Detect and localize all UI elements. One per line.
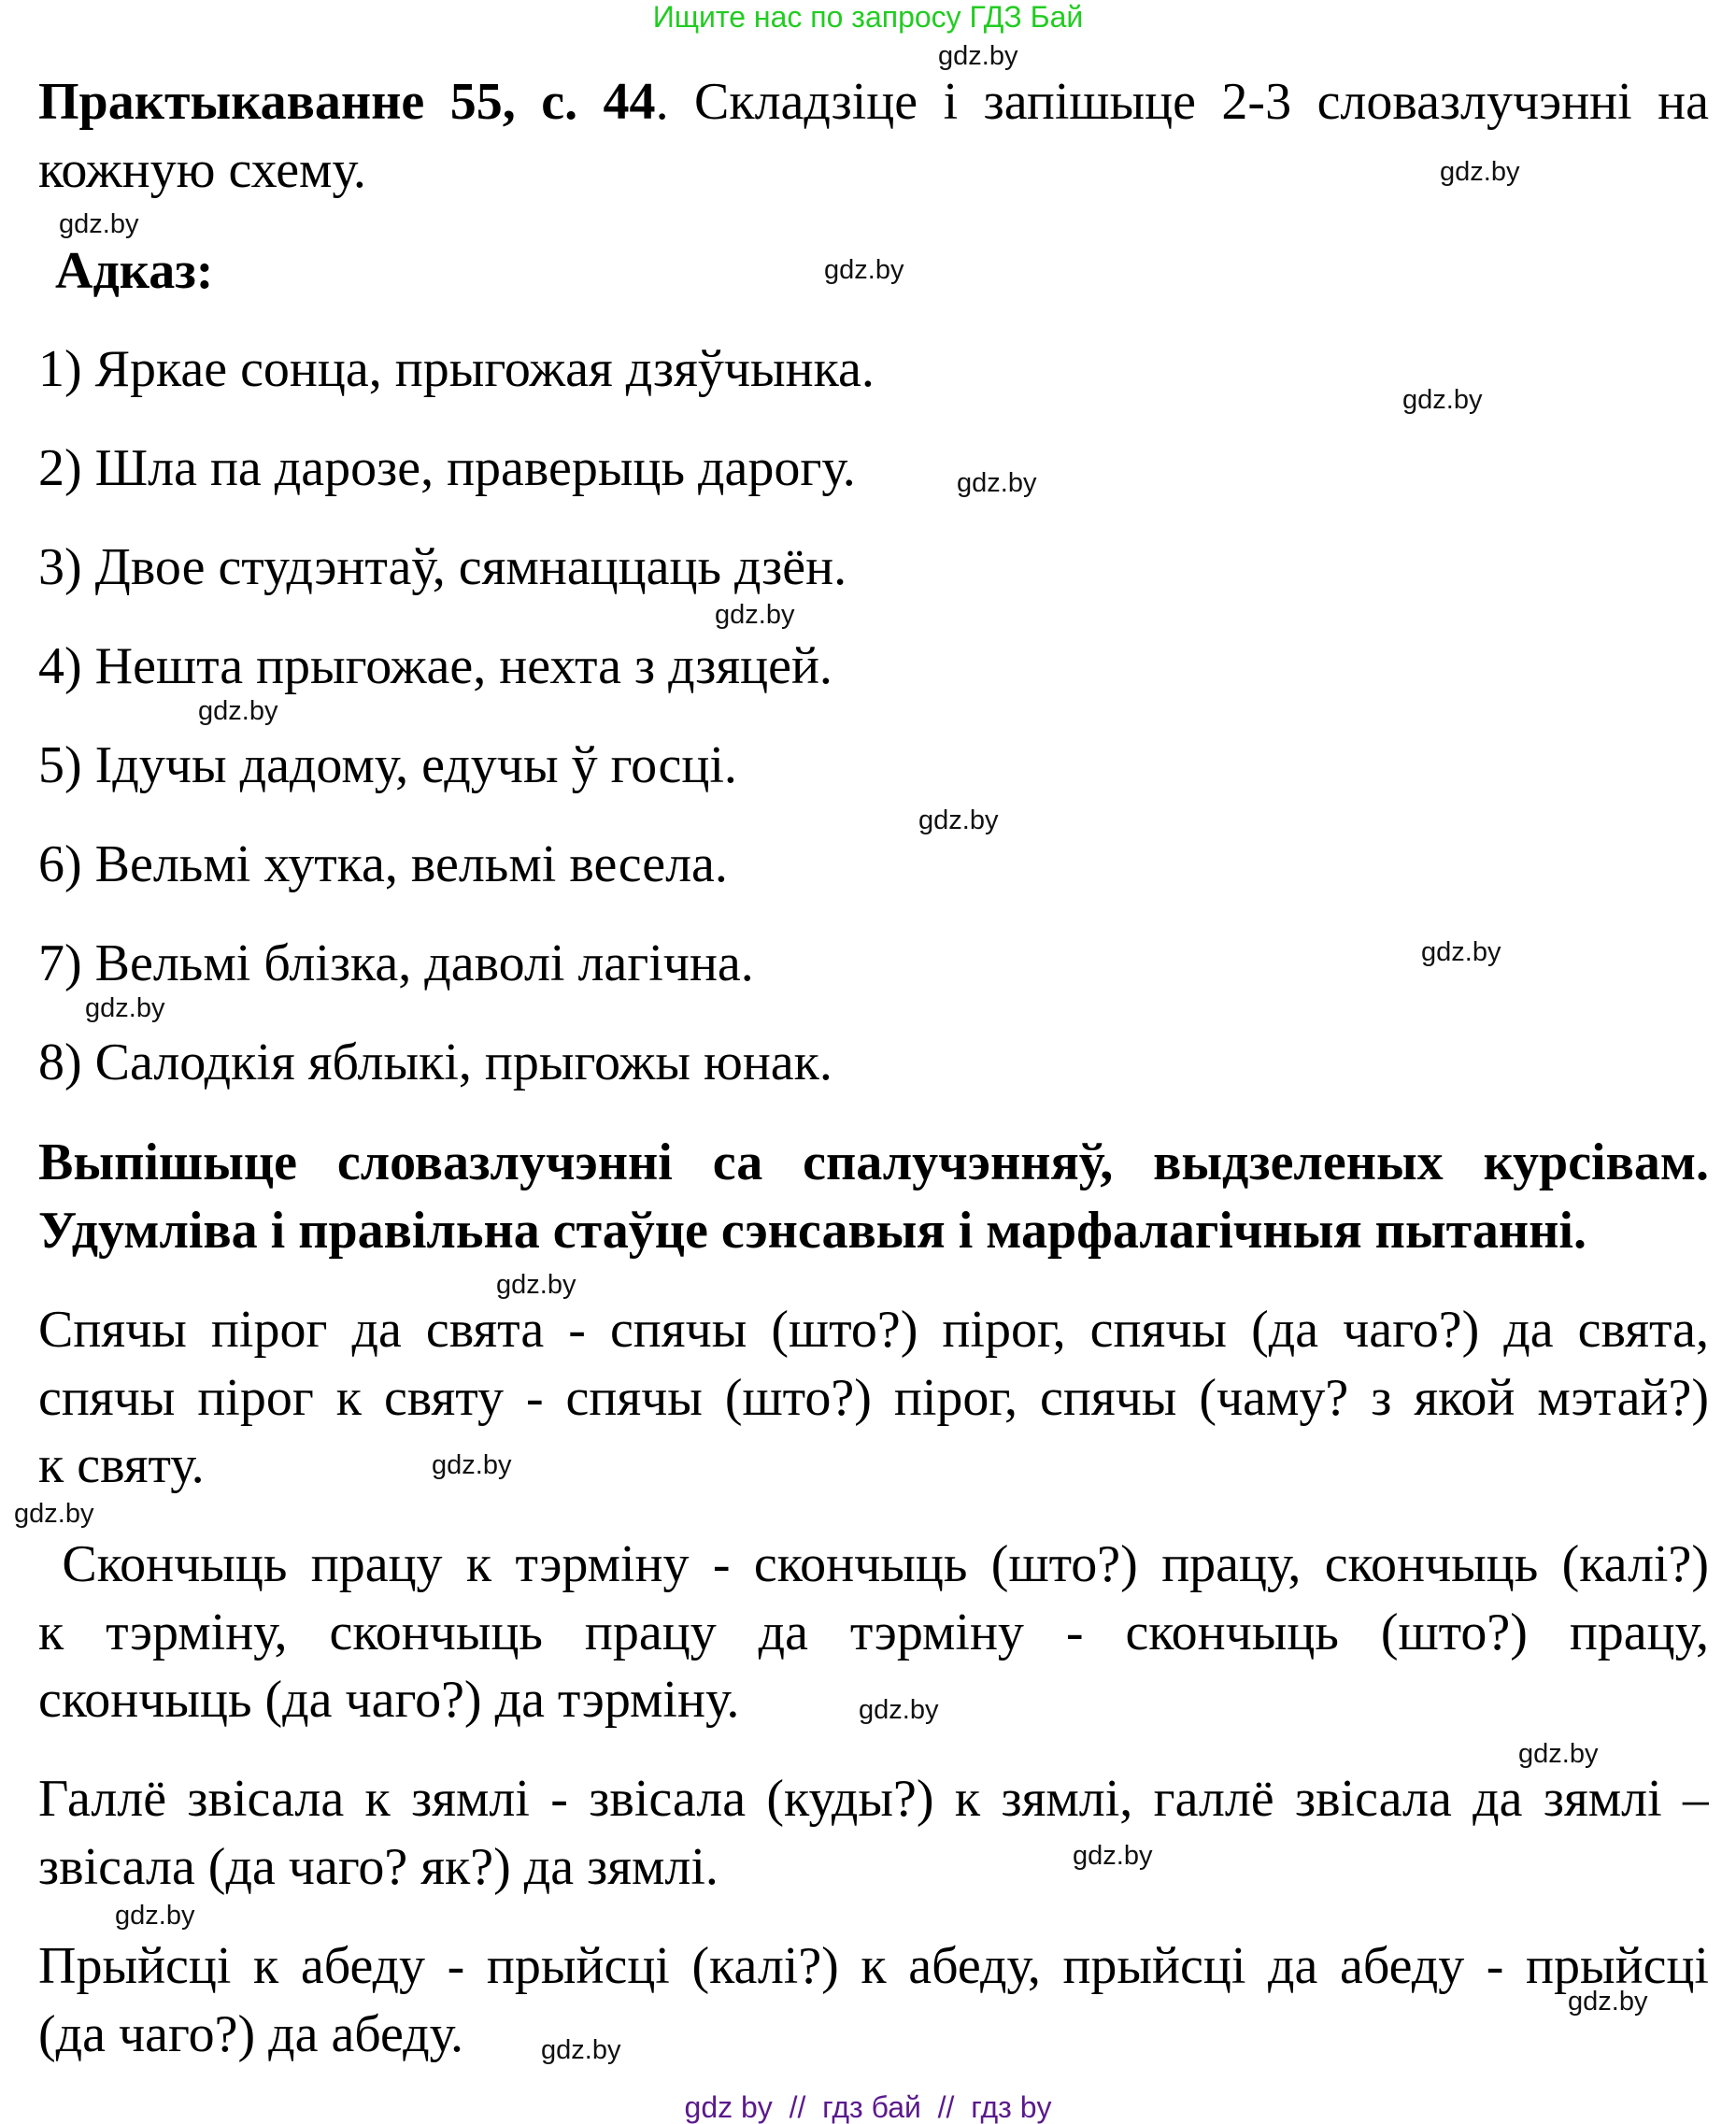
- watermark: gdz.by: [1568, 1987, 1648, 2017]
- paragraph-line: звісала (да чаго? як?) да зямлі.: [38, 1838, 719, 1896]
- watermark: gdz.by: [14, 1499, 94, 1529]
- task2-line-2: Удумліва і правільна стаўце сэнсавыя і марфалагічныя пытанні.: [38, 1202, 1587, 1260]
- list-item: 3) Двое студэнтаў, сямнаццаць дзён.: [38, 538, 847, 596]
- footer-links[interactable]: gdz by // гдз бай // гдз by: [684, 2090, 1052, 2124]
- search-banner: Ищите нас по запросу ГДЗ Бай: [652, 0, 1084, 34]
- watermark: gdz.by: [85, 993, 165, 1023]
- watermark: gdz.by: [496, 1270, 576, 1300]
- task-text: . Складзіце і запішыце 2-3 словазлучэнні на: [655, 73, 1709, 131]
- list-item: 4) Нешта прыгожае, нехта з дзяцей.: [38, 637, 832, 695]
- watermark: gdz.by: [1518, 1739, 1599, 1769]
- watermark: gdz.by: [115, 1901, 195, 1931]
- task-title-line-1: [38, 71, 1709, 133]
- list-item: 6) Вельмі хутка, вельмі весела.: [38, 835, 728, 893]
- task-number: Практыкаванне 55, с. 44: [38, 73, 656, 131]
- paragraph-line: (да чаго?) да абеду.: [38, 2005, 464, 2063]
- watermark: gdz.by: [1440, 157, 1520, 187]
- paragraph-line: к тэрміну, скончыць працу да тэрміну - скончыць (што?) працу,: [38, 1604, 1709, 1661]
- watermark: gdz.by: [541, 2035, 621, 2065]
- answer-label: Адказ:: [55, 242, 214, 300]
- list-item: 1) Яркае сонца, прыгожая дзяўчынка.: [38, 340, 875, 398]
- watermark: gdz.by: [432, 1450, 512, 1480]
- watermark: gdz.by: [957, 468, 1037, 498]
- paragraph-line: Спячы пірог да свята - спячы (што?) пірог, спячы (да чаго?) да свята,: [38, 1301, 1709, 1359]
- task2-line-1: Выпішыце словазлучэнні са спалучэнняў, выдзеленых курсівам.: [38, 1133, 1709, 1191]
- watermark: gdz.by: [1421, 937, 1501, 967]
- watermark: gdz.by: [938, 41, 1018, 71]
- list-item: 5) Ідучы дадому, едучы ў госці.: [38, 736, 737, 794]
- watermark: gdz.by: [859, 1695, 939, 1725]
- paragraph-line: спячы пірог к святу - спячы (што?) пірог, спячы (чаму? з якой мэтай?): [38, 1369, 1709, 1427]
- paragraph-line: Скончыць працу к тэрміну - скончыць (што?) працу, скончыць (калі?): [38, 1535, 1709, 1593]
- watermark: gdz.by: [824, 255, 904, 285]
- list-item: 8) Салодкія яблыкі, прыгожы юнак.: [38, 1033, 832, 1091]
- task-title-line-2: кожную схему.: [38, 141, 366, 199]
- paragraph-line: Галлё звісала к зямлі - звісала (куды?) к зямлі, галлё звісала да зямлі –: [38, 1770, 1709, 1828]
- watermark: gdz.by: [918, 805, 999, 835]
- list-item: 7) Вельмі блізка, даволі лагічна.: [38, 934, 754, 992]
- paragraph-line: скончыць (да чаго?) да тэрміну.: [38, 1671, 740, 1729]
- watermark: gdz.by: [1402, 385, 1483, 415]
- paragraph-line: Прыйсці к абеду - прыйсці (калі?) к абеду, прыйсці да абеду - прыйсці: [38, 1937, 1709, 1995]
- watermark: gdz.by: [1073, 1841, 1153, 1871]
- watermark: gdz.by: [59, 209, 139, 239]
- watermark: gdz.by: [715, 600, 795, 630]
- paragraph-line: к святу.: [38, 1436, 205, 1494]
- list-item: 2) Шла па дарозе, праверыць дарогу.: [38, 439, 856, 497]
- watermark: gdz.by: [198, 696, 278, 726]
